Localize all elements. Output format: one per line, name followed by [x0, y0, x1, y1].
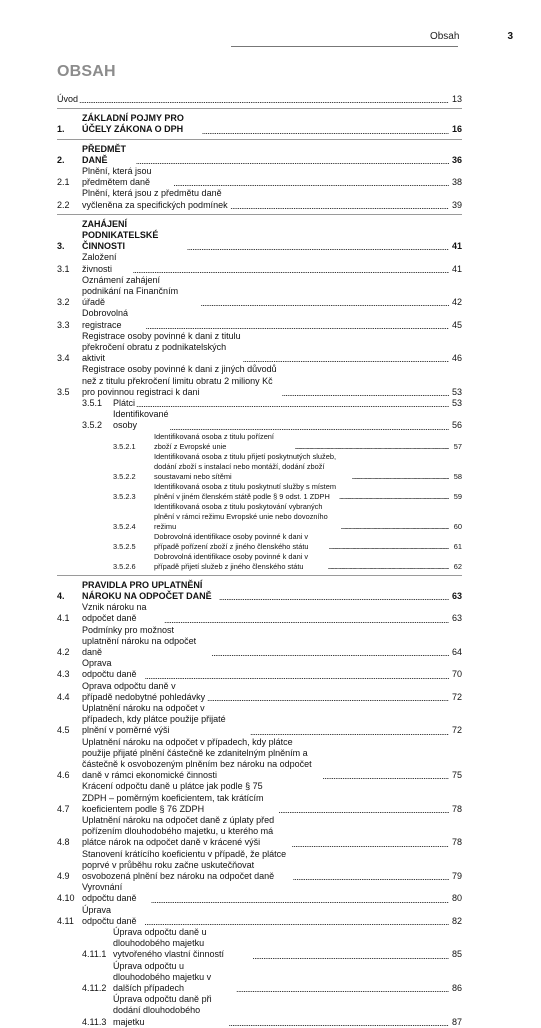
toc-entry-page: 80	[451, 893, 462, 904]
toc-entry[interactable]	[57, 94, 462, 105]
toc-entry-page: 41	[451, 241, 462, 252]
toc-entry-number: 3.5.2.5	[113, 541, 136, 551]
dot-leader	[339, 494, 449, 500]
toc-entry[interactable]	[57, 927, 462, 961]
toc-entry-page: 64	[451, 646, 462, 657]
toc-entry-page: 60	[453, 521, 462, 531]
toc-entry-page: 78	[451, 837, 462, 848]
page-number: 3	[507, 31, 513, 42]
dot-leader	[278, 807, 449, 813]
dot-leader	[352, 474, 449, 480]
toc-entry-title: Plnění, která jsou předmětem daně	[82, 166, 152, 188]
toc-entry-number: 4.7	[57, 803, 70, 814]
toc-entry-number: 2.1	[57, 177, 70, 188]
toc-entry-number: 3.	[57, 241, 65, 252]
toc-entry[interactable]	[57, 961, 462, 995]
toc-entry-number: 3.5.2.1	[113, 441, 136, 451]
toc-entry-title: Krácení odpočtu daně u plátce jak podle § 75 ZDPH – poměrným koeficientem, tak krátícím koeficientem podle § 76 ZDPH	[82, 781, 264, 814]
toc-entry-number: 4.10	[57, 893, 75, 904]
toc-entry[interactable]	[57, 625, 462, 659]
toc-entry[interactable]	[57, 737, 462, 782]
toc-entry-page: 45	[451, 319, 462, 330]
toc-entry[interactable]	[57, 815, 462, 849]
toc-entry-page: 59	[453, 491, 462, 501]
toc-entry-page: 86	[451, 983, 462, 993]
dot-leader	[145, 673, 449, 679]
dot-leader	[292, 841, 449, 847]
toc-entry-number: 1.	[57, 124, 65, 135]
toc-entry[interactable]	[57, 275, 462, 309]
toc-entry-title: Stanovení krátícího koeficientu v případě, že plátce poprvé v průběhu roku začne uskutečňovat osvobozená plnění bez nároku na odpočet daně	[82, 848, 287, 881]
section-divider	[57, 575, 462, 576]
toc-entry-number: 3.4	[57, 353, 70, 364]
dot-leader	[282, 390, 449, 396]
toc-entry-title: Registrace osoby povinné k dani z jiných důvodů než z titulu překročení limitu obratu 2 miliony Kč pro povinnou registraci k dani	[82, 364, 277, 397]
toc-entry[interactable]	[57, 113, 462, 135]
toc-entry-page: 78	[451, 803, 462, 814]
toc-entry[interactable]	[57, 681, 462, 703]
dot-leader	[151, 897, 449, 903]
toc-entry[interactable]	[57, 409, 462, 431]
toc-entry-title: Založení živnosti	[82, 252, 117, 274]
dot-leader	[252, 953, 449, 959]
toc-entry-title: Dobrovolná identifikace osoby povinné k dani v případě přijetí služeb z jiného členského státu	[154, 551, 309, 571]
toc-entry[interactable]	[57, 849, 462, 883]
toc-entry-number: 4.5	[57, 725, 70, 736]
running-title: Obsah	[429, 31, 460, 42]
toc-entry[interactable]	[57, 166, 462, 188]
toc-entry-number: 3.5.1	[82, 398, 103, 409]
toc-entry-page: 61	[453, 541, 462, 551]
dot-leader	[164, 617, 449, 623]
toc-entry[interactable]	[57, 905, 462, 927]
toc-entry[interactable]	[57, 781, 462, 815]
toc-entry-number: 3.5	[57, 386, 70, 397]
toc-entry-title: Úprava odpočtu daně	[82, 904, 137, 926]
toc-entry-number: 4.3	[57, 669, 70, 680]
dot-leader	[79, 97, 449, 103]
toc-entry-number: 4.11	[57, 915, 74, 926]
toc-entry-title: Plátci	[113, 398, 136, 409]
toc-title: OBSAH	[57, 63, 116, 80]
toc-entry-page: 79	[451, 870, 462, 881]
toc-entry-number: 4.11.2	[82, 983, 107, 993]
toc-entry[interactable]	[57, 602, 462, 624]
toc-entry-number: 4.4	[57, 691, 70, 702]
dot-leader	[329, 544, 449, 550]
toc-entry-page: 87	[451, 1016, 462, 1027]
toc-entry[interactable]	[57, 398, 462, 409]
dot-leader	[230, 203, 449, 209]
toc-entry-title: Uplatnění nároku na odpočet v případech, kdy plátce použije přijaté plnění v poměrné výši	[82, 702, 226, 736]
toc-entry-title: ZÁKLADNÍ POJMY PRO ÚČELY ZÁKONA O DPH	[82, 113, 184, 135]
toc-entry-page: 72	[451, 725, 462, 736]
page-header	[430, 31, 513, 42]
toc-entry-page: 39	[451, 199, 462, 210]
toc-entry-number: 4.2	[57, 646, 70, 657]
toc-entry-title: PRAVIDLA PRO UPLATNĚNÍ NÁROKU NA ODPOČET DANĚ	[82, 579, 212, 601]
toc-entry-title: Identifikovaná osoba z titulu přijetí poskytnutých služeb, dodání zboží s instalací nebo montáží, dodání zboží soustavami nebo sítěmi	[154, 451, 336, 481]
toc-entry-title: Uplatnění nároku na odpočet daně z úplaty před pořízením dlouhodobého majetku, u kterého má plátce nárok na odpočet daně v krácené výši	[82, 814, 275, 848]
toc-entry-number: 3.3	[57, 319, 70, 330]
dot-leader	[219, 594, 449, 600]
toc-entry-page: 41	[451, 263, 462, 274]
toc-entry-number: 4.	[57, 590, 65, 601]
toc-entry-page: 57	[453, 441, 462, 451]
toc-entry[interactable]	[57, 882, 462, 904]
toc-entry[interactable]	[57, 994, 462, 1028]
toc-entry-page: 38	[451, 177, 462, 188]
toc-entry-page: 70	[451, 669, 462, 680]
toc-entry-page: 46	[451, 353, 462, 364]
toc-entry-title: Plnění, která jsou z předmětu daně vyčleněna za specifických podmínek	[82, 188, 228, 210]
toc-entry-number: 4.11.3	[82, 1016, 107, 1027]
toc-entry-number: 3.5.2.6	[113, 561, 136, 571]
toc-entry[interactable]	[57, 502, 462, 532]
toc-entry[interactable]	[57, 331, 462, 365]
toc-entry-page: 72	[451, 691, 462, 702]
toc-entry-number: 3.5.2.4	[113, 521, 136, 531]
toc-entry-title: Oprava odpočtu daně	[82, 658, 137, 680]
toc-entry-number: 4.6	[57, 770, 70, 781]
toc-entry-number: 4.8	[57, 837, 70, 848]
section-divider	[57, 214, 462, 215]
dot-leader	[207, 695, 449, 701]
toc-entry[interactable]	[57, 219, 462, 253]
toc-entry-title: Úvod	[57, 94, 79, 104]
toc-entry-number: 3.5.2.2	[113, 471, 136, 481]
dot-leader	[294, 444, 449, 450]
toc-entry[interactable]	[57, 532, 462, 552]
section-divider	[57, 139, 462, 140]
toc-entry-number: 3.5.2	[82, 420, 103, 431]
toc-entry-title: Dobrovolná identifikace osoby povinné k dani v případě pořízení zboží z jiného členského státu	[154, 531, 309, 551]
dot-leader	[341, 524, 449, 530]
toc-entry-page: 56	[451, 420, 462, 431]
toc-entry-number: 4.1	[57, 613, 70, 624]
toc-entry-number: 3.2	[57, 297, 70, 308]
toc-entry-title: Úprava odpočtu daně při dodání dlouhodobého majetku	[113, 994, 212, 1027]
toc-entry-title: Podmínky pro možnost uplatnění nároku na odpočet daně	[82, 624, 197, 657]
toc-entry[interactable]	[57, 144, 462, 166]
toc-entry[interactable]	[57, 452, 462, 482]
toc-entry-title: ZAHÁJENÍ PODNIKATELSKÉ ČINNOSTI	[82, 218, 159, 252]
toc-entry-page: 75	[451, 770, 462, 781]
dot-leader	[173, 180, 449, 186]
toc-entry-page: 82	[451, 915, 462, 926]
toc-entry-number: 2.2	[57, 199, 70, 210]
toc-entry-title: Identifikovaná osoba z titulu pořízení zboží z Evropské unie	[154, 431, 274, 451]
dot-leader	[322, 773, 449, 779]
toc-entry-page: 53	[451, 386, 462, 397]
toc-entry[interactable]	[57, 188, 462, 210]
dot-leader	[187, 244, 449, 250]
toc-entry-page: 53	[451, 398, 462, 409]
toc-entry-title: Identifikovaná osoba z titulu poskytování vybraných plnění v rámci režimu Evropské unie nebo dovozního režimu	[154, 501, 328, 531]
toc-entry-page: 42	[451, 297, 462, 308]
toc-entry-number: 2.	[57, 154, 65, 165]
toc-entry-page: 16	[451, 124, 462, 135]
dot-leader	[133, 267, 449, 273]
toc-entry-title: Vyrovnání odpočtu daně	[82, 882, 137, 904]
dot-leader	[327, 564, 449, 570]
toc-entry-title: Oprava odpočtu daně v případě nedobytné pohledávky	[82, 680, 206, 702]
toc-entry[interactable]	[57, 432, 462, 452]
toc-entry[interactable]	[57, 308, 462, 330]
section-divider	[57, 108, 462, 109]
toc-entry-title: Dobrovolná registrace	[82, 308, 129, 330]
toc-entry-page: 58	[453, 471, 462, 481]
toc-entry-title: Registrace osoby povinné k dani z titulu překročení obratu z podnikatelských aktivit	[82, 330, 241, 364]
toc-entry-title: Úprava odpočtu u dlouhodobého majetku v dalších případech	[113, 960, 212, 993]
dot-leader	[136, 401, 449, 407]
toc-entry[interactable]	[57, 482, 462, 502]
dot-leader	[243, 356, 449, 362]
toc-entry-title: Oznámení zahájení podnikání na Finančním úřadě	[82, 274, 179, 308]
dot-leader	[202, 128, 449, 134]
toc-entry-title: PŘEDMĚT DANĚ	[82, 143, 127, 165]
dot-leader	[293, 874, 449, 880]
toc-entry-page: 13	[451, 94, 462, 104]
toc-entry[interactable]	[57, 703, 462, 737]
dot-leader	[250, 729, 449, 735]
toc-entry-title: Identifikovaná osoba z titulu poskytnutí služby s místem plnění v jiném členském státě podle § 9 odst. 1 ZDPH	[154, 481, 336, 501]
toc-entry-page: 36	[451, 154, 462, 165]
toc-entry-title: Uplatnění nároku na odpočet v případech, kdy plátce použije přijaté plnění částečně ke zdanitelným plněním a částečně k osvobozeným plněním bez nároku na odpočet daně v rámci ekonomické činnosti	[82, 736, 312, 781]
toc-entry[interactable]	[57, 252, 462, 274]
toc-entry-number: 3.1	[57, 263, 70, 274]
dot-leader	[144, 919, 449, 925]
toc-entry[interactable]	[57, 658, 462, 680]
toc-entry[interactable]	[57, 580, 462, 602]
toc-entry-title: Úprava odpočtu daně u dlouhodobého majetku vytvořeného vlastní činností	[113, 926, 225, 960]
toc-entry[interactable]	[57, 552, 462, 572]
toc-entry-number: 3.5.2.3	[113, 491, 136, 501]
table-of-contents	[57, 94, 462, 1028]
dot-leader	[170, 424, 449, 430]
toc-entry-title: Identifikované osoby	[113, 409, 169, 431]
dot-leader	[236, 986, 449, 992]
dot-leader	[211, 650, 449, 656]
toc-entry-page: 63	[451, 613, 462, 624]
toc-entry-title: Vznik nároku na odpočet daně	[82, 602, 147, 624]
toc-entry-page: 62	[453, 561, 462, 571]
toc-entry[interactable]	[57, 364, 462, 398]
toc-entry-page: 85	[451, 949, 462, 960]
toc-entry-number: 4.11.1	[82, 949, 107, 960]
toc-entry-page: 63	[451, 590, 462, 601]
dot-leader	[200, 300, 449, 306]
header-rule	[231, 46, 458, 47]
dot-leader	[145, 323, 449, 329]
dot-leader	[136, 158, 449, 164]
toc-entry-number: 4.9	[57, 870, 70, 881]
dot-leader	[229, 1020, 449, 1026]
